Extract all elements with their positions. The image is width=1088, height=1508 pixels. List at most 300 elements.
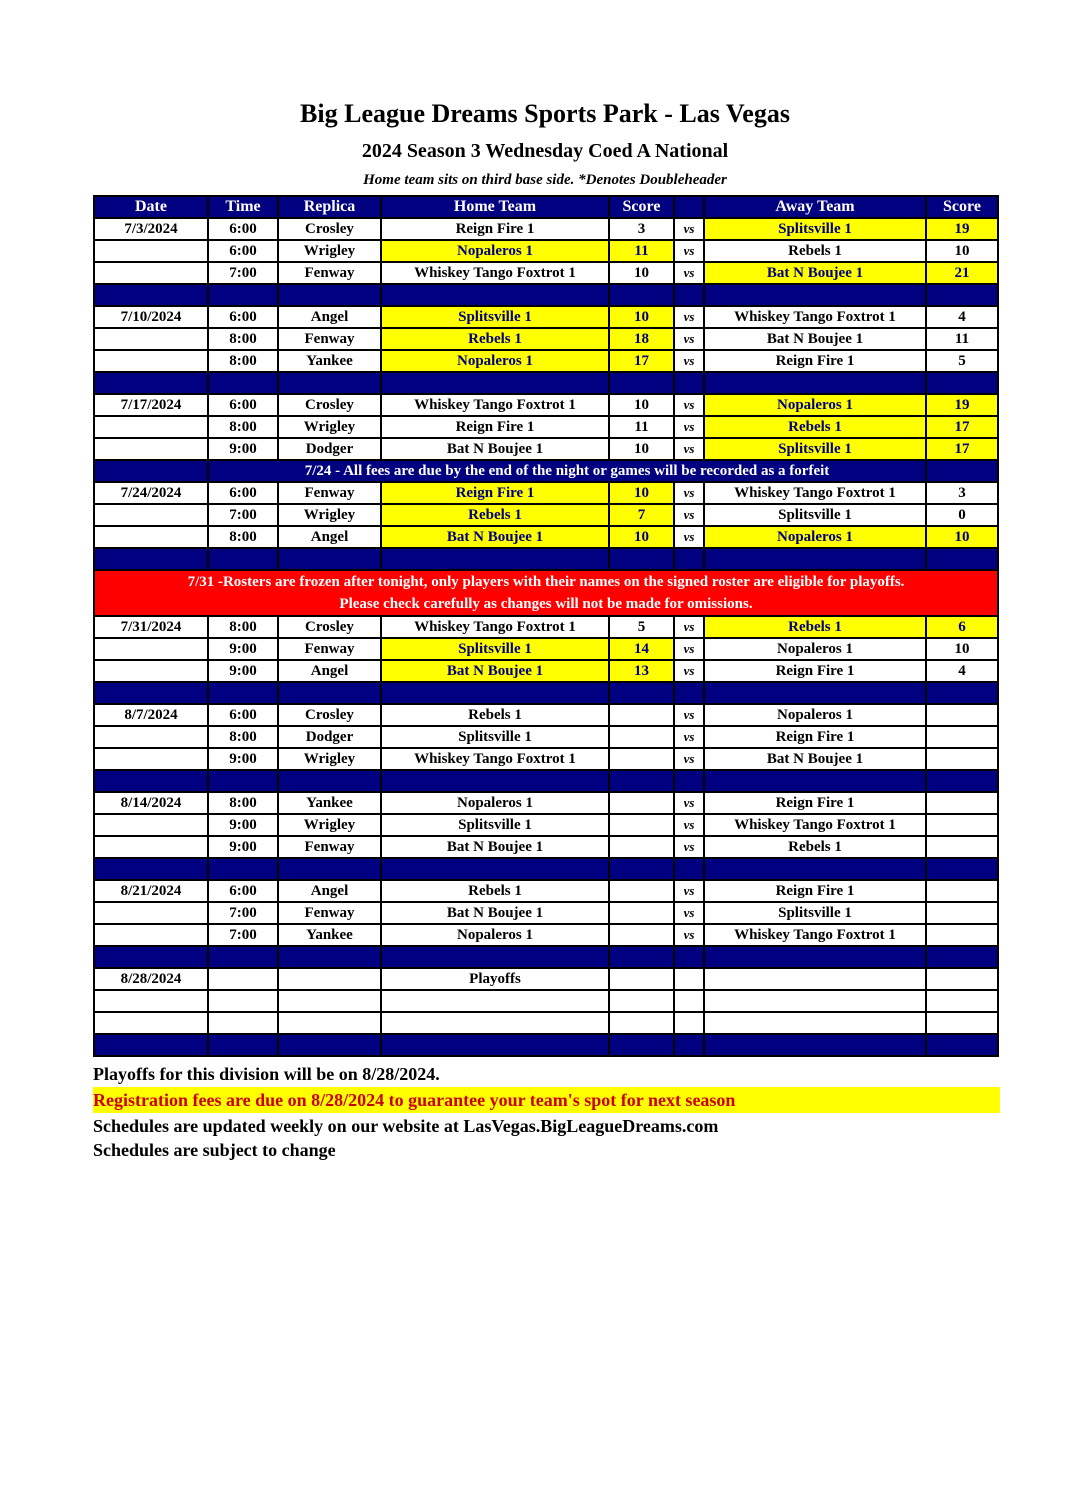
schedule-table [93, 195, 999, 1057]
vs-label: vs [674, 328, 704, 350]
separator-cell [278, 770, 381, 792]
separator-cell [208, 682, 278, 704]
empty-cell [208, 1012, 278, 1034]
game-date: 7/3/2024 [94, 218, 208, 240]
game-time: 6:00 [208, 394, 278, 416]
separator-cell [926, 946, 998, 968]
game-replica-field: Wrigley [278, 240, 381, 262]
game-date: 7/31/2024 [94, 616, 208, 638]
separator-cell [94, 770, 208, 792]
away-team-name: Bat N Boujee 1 [704, 262, 926, 284]
game-row [94, 704, 998, 726]
empty-cell [674, 1012, 704, 1034]
away-team-score [926, 836, 998, 858]
empty-cell [926, 1012, 998, 1034]
home-team-name: Splitsville 1 [381, 814, 609, 836]
roster-freeze-banner-row [94, 570, 998, 616]
separator-row [94, 1034, 998, 1056]
game-date [94, 748, 208, 770]
game-time: 6:00 [208, 704, 278, 726]
separator-cell [381, 548, 609, 570]
game-date: 7/24/2024 [94, 482, 208, 504]
game-replica-field: Yankee [278, 924, 381, 946]
game-date [94, 836, 208, 858]
vs-label: vs [674, 726, 704, 748]
separator-cell [704, 372, 926, 394]
fees-note-text: 7/24 - All fees are due by the end of the night or games will be recorded as a forfeit [208, 460, 926, 482]
away-team-score: 3 [926, 482, 998, 504]
home-team-score: 11 [609, 240, 674, 262]
game-time: 7:00 [208, 262, 278, 284]
game-time: 9:00 [208, 814, 278, 836]
column-header-away-team: Away Team [704, 196, 926, 218]
separator-cell [94, 1034, 208, 1056]
game-date [94, 638, 208, 660]
game-row [94, 748, 998, 770]
away-team-name: Splitsville 1 [704, 218, 926, 240]
game-date [94, 262, 208, 284]
empty-cell [278, 990, 381, 1012]
game-date: 8/21/2024 [94, 880, 208, 902]
away-team-name: Reign Fire 1 [704, 880, 926, 902]
vs-label: vs [674, 504, 704, 526]
separator-cell [278, 1034, 381, 1056]
game-time: 6:00 [208, 218, 278, 240]
footer-subject-to-change: Schedules are subject to change [93, 1140, 336, 1160]
separator-cell [609, 858, 674, 880]
separator-cell [278, 284, 381, 306]
home-team-score: 10 [609, 526, 674, 548]
vs-label: vs [674, 218, 704, 240]
vs-label: vs [674, 902, 704, 924]
game-row [94, 218, 998, 240]
game-row [94, 880, 998, 902]
empty-cell [704, 968, 926, 990]
home-team-score [609, 902, 674, 924]
page-title: Big League Dreams Sports Park - Las Vegas [300, 99, 790, 128]
separator-cell [926, 770, 998, 792]
game-time: 9:00 [208, 748, 278, 770]
game-date [94, 814, 208, 836]
away-team-score: 4 [926, 306, 998, 328]
separator-cell [381, 858, 609, 880]
vs-label: vs [674, 438, 704, 460]
footer-registration-fees: Registration fees are due on 8/28/2024 to guarantee your team's spot for next season [93, 1087, 1000, 1113]
separator-cell [674, 284, 704, 306]
away-team-name: Nopaleros 1 [704, 394, 926, 416]
separator-cell [609, 1034, 674, 1056]
empty-row [94, 1012, 998, 1034]
game-time: 8:00 [208, 616, 278, 638]
separator-cell [609, 548, 674, 570]
empty-cell [381, 1012, 609, 1034]
home-team-score: 10 [609, 306, 674, 328]
separator-cell [278, 682, 381, 704]
separator-cell [381, 682, 609, 704]
game-date [94, 526, 208, 548]
separator-cell [208, 1034, 278, 1056]
game-date: 7/17/2024 [94, 394, 208, 416]
game-time: 6:00 [208, 880, 278, 902]
away-team-name: Splitsville 1 [704, 902, 926, 924]
vs-label: vs [674, 660, 704, 682]
separator-cell [381, 770, 609, 792]
vs-label: vs [674, 526, 704, 548]
vs-label: vs [674, 262, 704, 284]
home-team-name: Bat N Boujee 1 [381, 438, 609, 460]
separator-cell [278, 946, 381, 968]
away-team-name: Whiskey Tango Foxtrot 1 [704, 814, 926, 836]
separator-cell [926, 284, 998, 306]
home-team-score: 17 [609, 350, 674, 372]
away-team-score: 10 [926, 240, 998, 262]
game-replica-field: Fenway [278, 328, 381, 350]
game-time: 8:00 [208, 726, 278, 748]
away-team-score: 19 [926, 218, 998, 240]
column-header-vs [674, 196, 704, 218]
game-row [94, 262, 998, 284]
game-row [94, 616, 998, 638]
empty-cell [704, 1012, 926, 1034]
home-team-name: Nopaleros 1 [381, 350, 609, 372]
away-team-score [926, 748, 998, 770]
empty-row [94, 990, 998, 1012]
game-replica-field: Wrigley [278, 814, 381, 836]
game-replica-field: Fenway [278, 262, 381, 284]
game-time: 9:00 [208, 438, 278, 460]
column-header-time: Time [208, 196, 278, 218]
separator-cell [94, 946, 208, 968]
away-team-score: 0 [926, 504, 998, 526]
game-time: 7:00 [208, 924, 278, 946]
separator-cell [926, 548, 998, 570]
vs-label: vs [674, 638, 704, 660]
empty-cell [278, 968, 381, 990]
home-team-score [609, 704, 674, 726]
home-team-name: Reign Fire 1 [381, 218, 609, 240]
game-replica-field: Wrigley [278, 504, 381, 526]
home-team-score: 10 [609, 394, 674, 416]
home-team-score: 10 [609, 262, 674, 284]
empty-cell [94, 990, 208, 1012]
separator-row [94, 858, 998, 880]
away-team-name: Reign Fire 1 [704, 726, 926, 748]
vs-label: vs [674, 704, 704, 726]
vs-label: vs [674, 306, 704, 328]
game-row [94, 638, 998, 660]
footer-playoffs-date: Playoffs for this division will be on 8/28/2024. [93, 1064, 440, 1084]
home-team-score [609, 924, 674, 946]
away-team-score: 17 [926, 438, 998, 460]
home-team-name: Whiskey Tango Foxtrot 1 [381, 262, 609, 284]
away-team-score: 6 [926, 616, 998, 638]
game-replica-field: Yankee [278, 350, 381, 372]
separator-cell [704, 682, 926, 704]
vs-label: vs [674, 748, 704, 770]
away-team-name: Reign Fire 1 [704, 792, 926, 814]
away-team-name: Whiskey Tango Foxtrot 1 [704, 924, 926, 946]
empty-cell [208, 968, 278, 990]
game-date [94, 240, 208, 262]
home-team-name: Nopaleros 1 [381, 792, 609, 814]
game-row [94, 814, 998, 836]
separator-cell [208, 770, 278, 792]
empty-cell [674, 990, 704, 1012]
home-team-name: Reign Fire 1 [381, 416, 609, 438]
home-team-score: 14 [609, 638, 674, 660]
empty-cell [278, 1012, 381, 1034]
away-team-name: Whiskey Tango Foxtrot 1 [704, 306, 926, 328]
game-time: 8:00 [208, 350, 278, 372]
separator-cell [674, 1034, 704, 1056]
game-date: 8/14/2024 [94, 792, 208, 814]
game-row [94, 836, 998, 858]
game-replica-field: Crosley [278, 394, 381, 416]
home-team-score: 10 [609, 438, 674, 460]
home-team-score: 5 [609, 616, 674, 638]
away-team-score [926, 880, 998, 902]
vs-label: vs [674, 482, 704, 504]
home-team-name: Nopaleros 1 [381, 240, 609, 262]
separator-row [94, 372, 998, 394]
game-replica-field: Wrigley [278, 748, 381, 770]
game-time: 7:00 [208, 902, 278, 924]
home-team-score: 11 [609, 416, 674, 438]
banner-line: 7/31 -Rosters are frozen after tonight, only players with their names on the signed roster are eligible for playoffs. [187, 574, 905, 590]
home-team-name: Splitsville 1 [381, 306, 609, 328]
game-time: 9:00 [208, 638, 278, 660]
game-date [94, 902, 208, 924]
playoffs-date: 8/28/2024 [94, 968, 208, 990]
banner-line: Please check carefully as changes will not be made for omissions. [339, 596, 753, 612]
away-team-score [926, 792, 998, 814]
vs-label: vs [674, 416, 704, 438]
game-row [94, 902, 998, 924]
home-team-name: Bat N Boujee 1 [381, 902, 609, 924]
fees-note-row [94, 460, 998, 482]
empty-cell [609, 968, 674, 990]
empty-cell [94, 1012, 208, 1034]
game-time: 6:00 [208, 240, 278, 262]
separator-cell [94, 548, 208, 570]
empty-cell [926, 968, 998, 990]
separator-cell [609, 770, 674, 792]
game-date: 7/10/2024 [94, 306, 208, 328]
away-team-name: Rebels 1 [704, 836, 926, 858]
game-row [94, 726, 998, 748]
home-team-name: Nopaleros 1 [381, 924, 609, 946]
away-team-score [926, 924, 998, 946]
game-date [94, 438, 208, 460]
separator-cell [674, 548, 704, 570]
note-date-cell [94, 460, 208, 482]
game-replica-field: Angel [278, 306, 381, 328]
vs-label: vs [674, 836, 704, 858]
home-team-name: Bat N Boujee 1 [381, 836, 609, 858]
separator-cell [926, 1034, 998, 1056]
empty-cell [609, 1012, 674, 1034]
home-team-score: 10 [609, 482, 674, 504]
separator-cell [278, 372, 381, 394]
separator-cell [208, 858, 278, 880]
separator-cell [278, 858, 381, 880]
separator-cell [674, 372, 704, 394]
empty-vs-cell [674, 968, 704, 990]
game-time: 7:00 [208, 504, 278, 526]
separator-cell [208, 946, 278, 968]
away-team-score [926, 704, 998, 726]
separator-row [94, 548, 998, 570]
game-replica-field: Fenway [278, 836, 381, 858]
home-team-score [609, 726, 674, 748]
game-row [94, 350, 998, 372]
separator-cell [381, 372, 609, 394]
separator-cell [704, 1034, 926, 1056]
playoffs-row [94, 968, 998, 990]
home-team-name: Bat N Boujee 1 [381, 660, 609, 682]
vs-label: vs [674, 350, 704, 372]
game-row [94, 416, 998, 438]
home-team-name: Whiskey Tango Foxtrot 1 [381, 394, 609, 416]
separator-cell [926, 372, 998, 394]
game-row [94, 394, 998, 416]
game-replica-field: Angel [278, 660, 381, 682]
game-replica-field: Crosley [278, 616, 381, 638]
game-date [94, 660, 208, 682]
home-team-name: Whiskey Tango Foxtrot 1 [381, 616, 609, 638]
schedule-document [93, 100, 997, 1162]
away-team-score: 19 [926, 394, 998, 416]
footer-notes [93, 1062, 997, 1162]
separator-row [94, 770, 998, 792]
empty-cell [208, 990, 278, 1012]
division-subtitle: 2024 Season 3 Wednesday Coed A National [361, 140, 729, 162]
home-team-name: Splitsville 1 [381, 638, 609, 660]
game-time: 8:00 [208, 328, 278, 350]
game-time: 8:00 [208, 526, 278, 548]
roster-freeze-banner [94, 570, 998, 616]
separator-cell [609, 682, 674, 704]
column-header-replica: Replica [278, 196, 381, 218]
separator-cell [609, 372, 674, 394]
home-team-name: Rebels 1 [381, 704, 609, 726]
away-team-score: 5 [926, 350, 998, 372]
column-header-date: Date [94, 196, 208, 218]
separator-row [94, 946, 998, 968]
game-replica-field: Dodger [278, 438, 381, 460]
home-team-note: Home team sits on third base side. *Denotes Doubleheader [363, 172, 727, 188]
home-team-name: Splitsville 1 [381, 726, 609, 748]
game-date [94, 416, 208, 438]
separator-cell [926, 682, 998, 704]
away-team-score [926, 814, 998, 836]
separator-cell [208, 372, 278, 394]
game-date [94, 924, 208, 946]
game-time: 9:00 [208, 660, 278, 682]
away-team-name: Splitsville 1 [704, 438, 926, 460]
away-team-score: 4 [926, 660, 998, 682]
separator-cell [381, 1034, 609, 1056]
separator-cell [674, 682, 704, 704]
away-team-score [926, 902, 998, 924]
separator-cell [704, 770, 926, 792]
vs-label: vs [674, 240, 704, 262]
away-team-score: 17 [926, 416, 998, 438]
home-team-name: Reign Fire 1 [381, 482, 609, 504]
column-header-home-team: Home Team [381, 196, 609, 218]
away-team-name: Nopaleros 1 [704, 704, 926, 726]
vs-label: vs [674, 814, 704, 836]
game-date [94, 504, 208, 526]
home-team-name: Rebels 1 [381, 880, 609, 902]
vs-label: vs [674, 394, 704, 416]
home-team-score: 7 [609, 504, 674, 526]
away-team-name: Nopaleros 1 [704, 638, 926, 660]
game-replica-field: Crosley [278, 218, 381, 240]
game-date [94, 350, 208, 372]
game-row [94, 504, 998, 526]
away-team-name: Reign Fire 1 [704, 350, 926, 372]
separator-cell [94, 372, 208, 394]
separator-cell [94, 284, 208, 306]
home-team-score [609, 814, 674, 836]
separator-cell [704, 284, 926, 306]
separator-cell [208, 284, 278, 306]
home-team-name: Whiskey Tango Foxtrot 1 [381, 748, 609, 770]
home-team-name: Rebels 1 [381, 328, 609, 350]
table-header-row [94, 196, 998, 218]
home-team-score [609, 880, 674, 902]
away-team-name: Whiskey Tango Foxtrot 1 [704, 482, 926, 504]
game-time: 6:00 [208, 482, 278, 504]
game-row [94, 306, 998, 328]
game-date: 8/7/2024 [94, 704, 208, 726]
game-row [94, 328, 998, 350]
game-replica-field: Fenway [278, 638, 381, 660]
home-team-name: Bat N Boujee 1 [381, 526, 609, 548]
separator-cell [674, 770, 704, 792]
playoffs-label: Playoffs [381, 968, 609, 990]
game-time: 9:00 [208, 836, 278, 858]
footer-website-note: Schedules are updated weekly on our website at LasVegas.BigLeagueDreams.com [93, 1116, 719, 1136]
game-time: 8:00 [208, 792, 278, 814]
game-replica-field: Yankee [278, 792, 381, 814]
home-team-name: Rebels 1 [381, 504, 609, 526]
separator-cell [381, 284, 609, 306]
away-team-name: Splitsville 1 [704, 504, 926, 526]
separator-cell [609, 284, 674, 306]
home-team-score [609, 836, 674, 858]
separator-cell [704, 548, 926, 570]
separator-row [94, 682, 998, 704]
home-team-score [609, 792, 674, 814]
away-team-name: Rebels 1 [704, 240, 926, 262]
away-team-name: Reign Fire 1 [704, 660, 926, 682]
empty-cell [609, 990, 674, 1012]
empty-cell [704, 990, 926, 1012]
home-team-score [609, 748, 674, 770]
game-replica-field: Angel [278, 880, 381, 902]
vs-label: vs [674, 880, 704, 902]
home-team-score: 18 [609, 328, 674, 350]
vs-label: vs [674, 924, 704, 946]
away-team-name: Rebels 1 [704, 416, 926, 438]
game-replica-field: Wrigley [278, 416, 381, 438]
game-replica-field: Crosley [278, 704, 381, 726]
separator-cell [704, 858, 926, 880]
game-row [94, 660, 998, 682]
column-header-away-score: Score [926, 196, 998, 218]
